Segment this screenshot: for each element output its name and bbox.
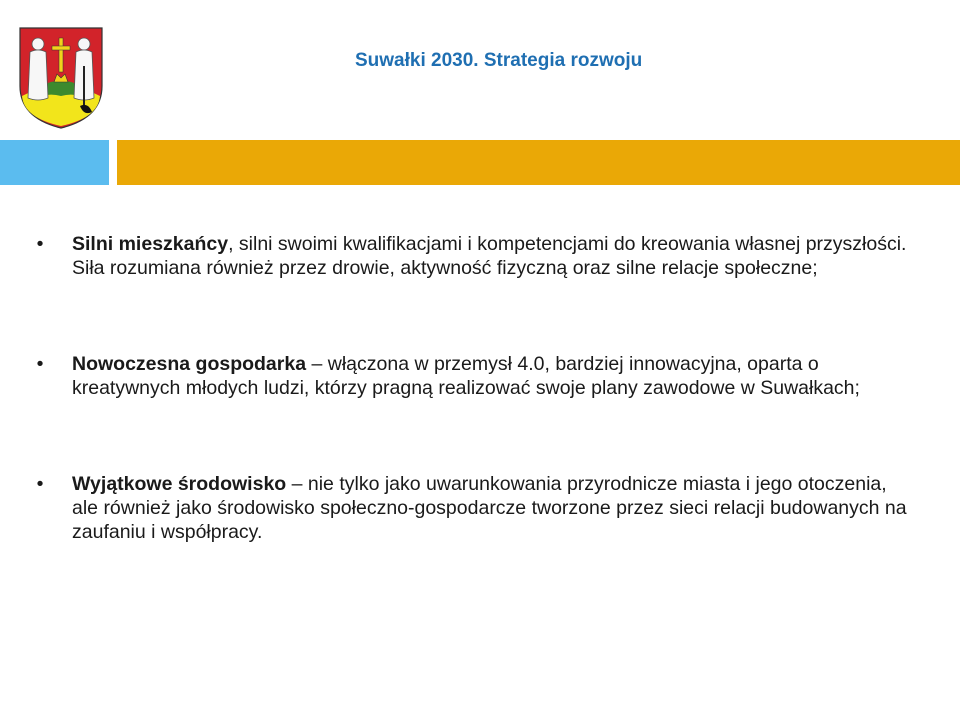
bullet-icon: • bbox=[36, 233, 44, 255]
bullet-item-economy bbox=[34, 352, 914, 400]
bullet-heading: Nowoczesna gospodarka bbox=[72, 353, 307, 375]
accent-bar-right bbox=[117, 140, 960, 185]
bullet-text: , silni swoimi kwalifikacjami i kompetencjami do kreowania własnej przyszłości. Siła rozumiana również przez drowie, aktywność fizyczną oraz silne relacje społeczne; bbox=[72, 233, 907, 279]
bullet-heading: Silni mieszkańcy bbox=[72, 233, 229, 255]
accent-bar-left bbox=[0, 140, 109, 185]
bullet-heading: Wyjątkowe środowisko bbox=[72, 473, 287, 495]
bullet-icon: • bbox=[36, 353, 44, 375]
bullet-item-environment bbox=[34, 472, 914, 544]
coat-of-arms-icon bbox=[18, 26, 104, 130]
bullet-text: – włączona w przemysł 4.0, bardziej innowacyjna, oparta o kreatywnych młodych ludzi, którzy pragną realizować swoje plany zawodowe w Suwałkach; bbox=[72, 353, 860, 399]
bullet-item-residents bbox=[34, 232, 914, 280]
bullet-list bbox=[34, 232, 914, 616]
bullet-text: – nie tylko jako uwarunkowania przyrodnicze miasta i jego otoczenia, ale również jako środowisko społeczno-gospodarcze tworzone przez sieci relacji budowanych na zaufaniu i współpracy. bbox=[72, 473, 907, 543]
page-title: Suwałki 2030. Strategia rozwoju bbox=[355, 50, 643, 71]
bullet-icon: • bbox=[36, 473, 44, 495]
